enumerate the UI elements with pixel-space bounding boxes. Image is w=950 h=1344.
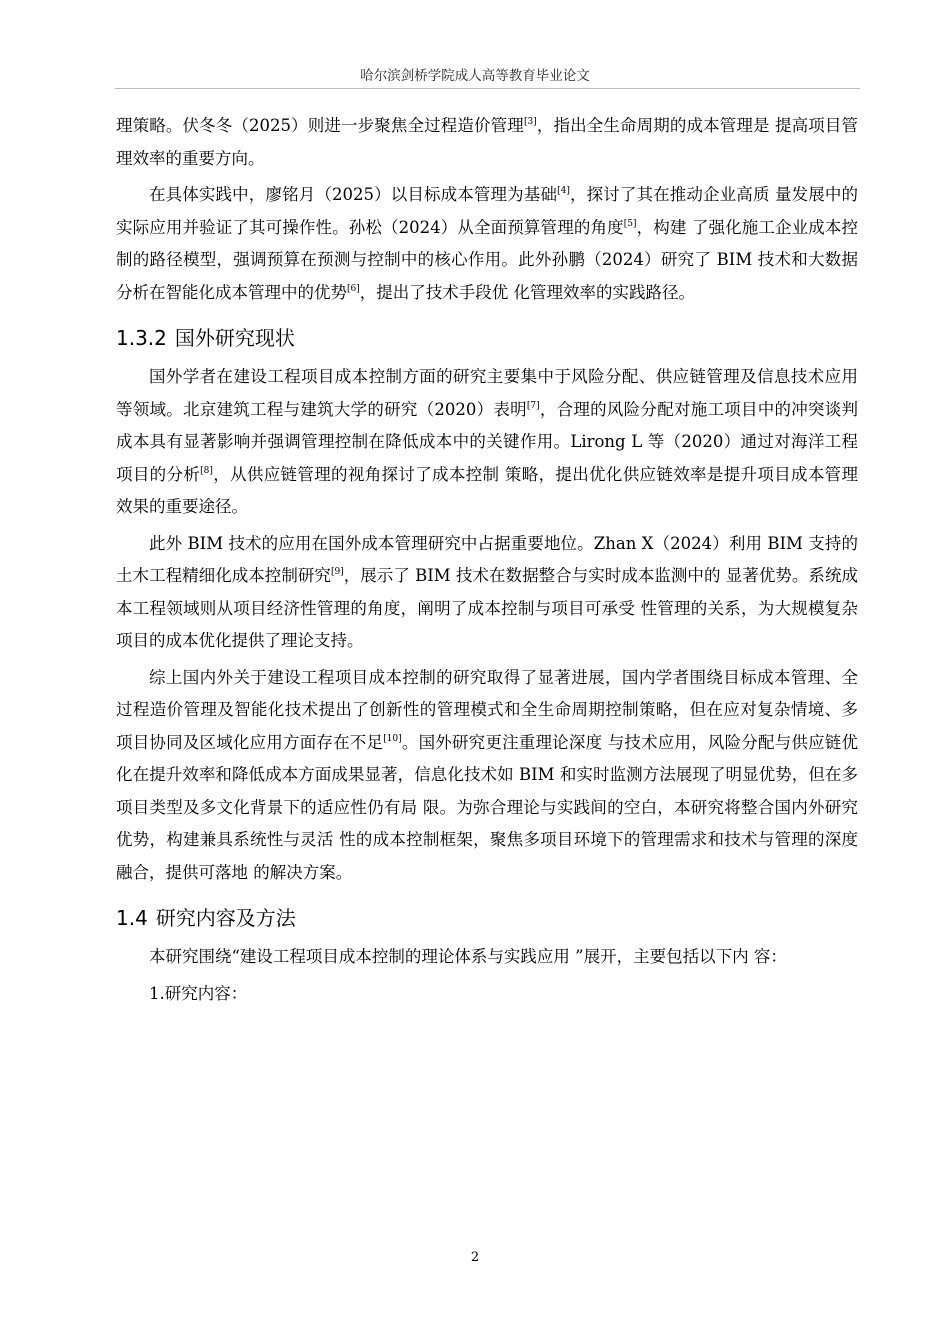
page-body xyxy=(116,110,858,1010)
section-title: 研究内容及方法 xyxy=(155,906,296,930)
paragraph xyxy=(116,361,858,524)
citation: [3] xyxy=(523,117,537,127)
paragraph xyxy=(116,110,858,175)
paragraph xyxy=(116,528,858,658)
paragraph xyxy=(116,179,858,309)
citation: [5] xyxy=(623,218,637,229)
list-heading: 1.研究内容： xyxy=(149,983,248,1003)
section-title: 国外研究现状 xyxy=(174,326,295,350)
paragraph-text: 此外 BIM 技术的应用在国外成本管理研究中占据重要地位。Zhan X（2024）利用 BIM 支持的土木工程精细化成本控制研究 xyxy=(116,533,858,585)
citation: [10] xyxy=(383,733,402,744)
paragraph-text: ，展示了 BIM 技术在数据整合与实时成本监测中的 显著优势。系统成本工程领域则从项目经济性管理的角度，阐明了成本控制与项目可承受 性管理的关系，为大规模复杂项目的成本优化提供了理论支持。 xyxy=(116,566,858,650)
citation: [6] xyxy=(347,283,360,294)
paragraph xyxy=(116,662,858,890)
paragraph-text: ，从供应链管理的视角探讨了成本控制 策略，提出优化供应链效率是提升项目成本管理效果的重要途径。 xyxy=(116,464,859,516)
paragraph-text: 理策略。伏冬冬（2025）则进一步聚焦全过程造价管理 xyxy=(116,116,524,135)
header-rule xyxy=(115,88,860,89)
paragraph-text: 综上国内外关于建设工程项目成本控制的研究取得了显著进展，国内学者围绕目标成本管理、全过程造价管理及智能化技术提出了创新性的管理模式和全生命周期控制策略，但在应对复杂情境、多项目协同及区域化应用方面存在不足 xyxy=(116,667,858,752)
section-heading xyxy=(116,321,858,355)
paragraph-text: ，提出了技术手段优 化管理效率的实践路径。 xyxy=(359,282,695,302)
paragraph-text: 国外学者在建设工程项目成本控制方面的研究主要集中于风险分配、供应链管理及信息技术应用等领域。北京建筑工程与建筑大学的研究（2020）表明 xyxy=(116,367,858,419)
page-header: 哈尔滨剑桥学院成人高等教育毕业论文 xyxy=(360,68,590,84)
paragraph-text: ，探讨了其在推动企业高质 量发展中的实际应用并验证了其可操作性。孙松（2024）从全面预算管理的角度 xyxy=(116,185,858,237)
paragraph-text: ，构建 了强化施工企业成本控制的路径模型，强调预算在预测与控制中的核心作用。此外孙鹏（2024）研究了 BIM 技术和大数据分析在智能化成本管理中的优势 xyxy=(116,217,858,302)
citation: [9] xyxy=(330,567,344,577)
citation: [8] xyxy=(200,465,213,476)
citation: [4] xyxy=(557,186,570,196)
page-number: 2 xyxy=(470,1250,480,1265)
section-number: 1.3.2 xyxy=(116,326,167,350)
paragraph-text: ，合理的风险分配对施工项目中的冲突谈判成本具有显著影响并强调管理控制在降低成本中的关键作用。Lirong L 等（2020）通过对海洋工程项目的分析 xyxy=(116,399,859,484)
section-number: 1.4 xyxy=(116,906,148,930)
paragraph-text: 在具体实践中，廖铭月（2025）以目标成本管理为基础 xyxy=(149,185,558,204)
paragraph-text: ，指出全生命周期的成本管理是 提高项目管理效率的重要方向。 xyxy=(116,116,858,168)
citation: [7] xyxy=(526,400,540,411)
paragraph-text: 。国外研究更注重理论深度 与技术应用，风险分配与供应链优化在提升效率和降低成本方面成果显著，信息化技术如 BIM 和实时监测方法展现了明显优势，但在多项目类型及多文化背景下的适应性仍有局 限。为弥合理论与实践间的空白，本研究将整合国内外研究优势，构建兼具系统性与灵活 性的成本控制框架，聚焦多项目环境下的管理需求和技术与管理的深度融合，提供可落地 的解决方案。 xyxy=(116,732,858,882)
paragraph: 本研究围绕“建设工程项目成本控制的理论体系与实践应用 ”展开，主要包括以下内 容： xyxy=(149,947,787,966)
section-heading xyxy=(116,901,858,935)
